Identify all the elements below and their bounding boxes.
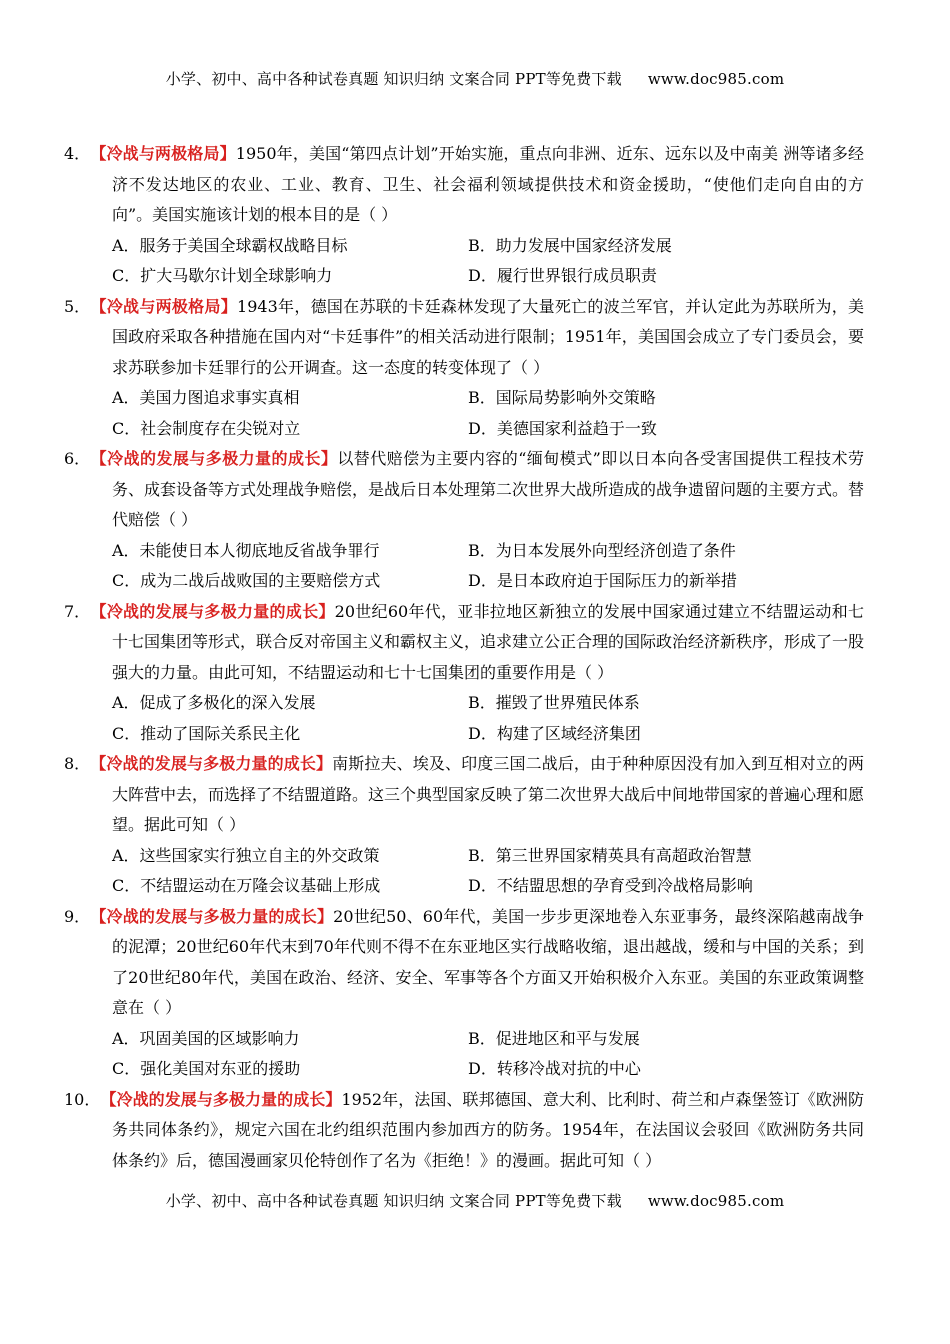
question-text: 1952年，法国、联邦德国、意大利、比利时、荷兰和卢森堡签订《欧洲防务共同体条约》，规定六国在北约组织范围内参加西方的防务。1954年，在法国议会驳回《欧洲防务共同体条约》后，德国漫画家贝伦特创作了名为《拒绝！》的漫画。据此可知（ ） [112, 1089, 864, 1170]
question-list [64, 139, 865, 1176]
header-text: 小学、初中、高中各种试卷真题 知识归纳 文案合同 PPT等免费下载 [165, 70, 622, 88]
option-list [88, 383, 864, 444]
question-stem [64, 749, 865, 841]
option-b[interactable]: B．国际局势影响外交策略 [468, 388, 656, 407]
option-c[interactable]: C．成为二战后战败国的主要赔偿方式 [112, 571, 381, 590]
topic-tag: 【冷战与两极格局】 [90, 296, 238, 316]
question-5 [64, 292, 864, 445]
option-d[interactable]: D．转移冷战对抗的中心 [468, 1059, 641, 1078]
option-c[interactable]: C．强化美国对东亚的援助 [112, 1059, 301, 1078]
option-a[interactable]: A．促成了多极化的深入发展 [112, 693, 316, 712]
question-text: 20世纪60年代，亚非拉地区新独立的发展中国家通过建立不结盟运动和七十七国集团等形式，联合反对帝国主义和霸权主义，追求建立公正合理的国际政治经济新秩序，形成了一股强大的力量。由此可知，不结盟运动和七十七国集团的重要作用是（ ） [112, 601, 865, 682]
question-number: 8． [64, 754, 91, 773]
option-a[interactable]: A．服务于美国全球霸权战略目标 [112, 235, 348, 255]
question-number: 9． [64, 906, 91, 926]
topic-tag: 【冷战的发展与多极力量的成长】 [90, 906, 334, 926]
option-b[interactable]: B．助力发展中国家经济发展 [468, 235, 672, 255]
footer-text: 小学、初中、高中各种试卷真题 知识归纳 文案合同 PPT等免费下载 [165, 1192, 622, 1210]
question-stem [64, 902, 864, 1024]
topic-tag: 【冷战的发展与多极力量的成长】 [90, 601, 335, 621]
topic-tag: 【冷战的发展与多极力量的成长】 [90, 449, 338, 468]
question-7 [64, 597, 865, 750]
question-text: 以替代赔偿为主要内容的“缅甸模式”即以日本向各受害国提供工程技术劳务、成套设备等方式处理战争赔偿，是战后日本处理第二次世界大战所造成的战争遗留问题的主要方式。替代赔偿（ ） [112, 449, 865, 529]
option-list [88, 536, 864, 597]
option-c[interactable]: C．推动了国际关系民主化 [112, 723, 301, 743]
question-stem [64, 1085, 864, 1177]
header-site-link[interactable]: www.doc985.com [647, 70, 785, 88]
option-d[interactable]: D．是日本政府迫于国际压力的新举措 [468, 571, 737, 590]
option-b[interactable]: B．为日本发展外向型经济创造了条件 [468, 540, 736, 560]
question-8 [64, 749, 865, 902]
question-text: 1950年，美国“第四点计划”开始实施，重点向非洲、近东、远东以及中南美 洲等诸多经济不发达地区的农业、工业、教育、卫生、社会福利领域提供技术和资金援助，“使他们走向自由的方向”。美国实施该计划的根本目的是（ ） [112, 144, 864, 224]
option-b[interactable]: B．第三世界国家精英具有高超政治智慧 [468, 845, 752, 865]
question-text: 南斯拉夫、埃及、印度三国二战后，由于种种原因没有加入到互相对立的两大阵营中去，而选择了不结盟道路。这三个典型国家反映了第二次世界大战后中间地带国家的普遍心理和愿望。据此可知（ ） [112, 754, 865, 834]
question-4 [64, 139, 864, 292]
question-number: 10． [64, 1089, 101, 1109]
topic-tag: 【冷战的发展与多极力量的成长】 [90, 754, 333, 773]
topic-tag: 【冷战与两极格局】 [90, 144, 236, 163]
option-a[interactable]: A．未能使日本人彻底地反省战争罪行 [112, 540, 380, 560]
option-d[interactable]: D．构建了区域经济集团 [468, 723, 641, 743]
question-number: 7． [64, 601, 91, 621]
question-9 [64, 902, 864, 1085]
question-stem [64, 444, 865, 536]
option-list [88, 841, 864, 902]
option-a[interactable]: A．这些国家实行独立自主的外交政策 [112, 845, 380, 865]
question-stem [64, 292, 864, 384]
question-stem [64, 597, 865, 689]
question-text: 20世纪50、60年代，美国一步步更深地卷入东亚事务，最终深陷越南战争的泥潭；20世纪60年代末到70年代则不得不在东亚地区实行战略收缩，退出越战，缓和与中国的关系；到了20世纪80年代，美国在政治、经济、安全、军事等各个方面又开始积极介入东亚。美国的东亚政策调整意在（ ） [112, 906, 864, 1017]
question-stem [64, 139, 864, 231]
topic-tag: 【冷战的发展与多极力量的成长】 [100, 1089, 342, 1109]
page-header [0, 68, 950, 89]
option-d[interactable]: D．履行世界银行成员职责 [468, 266, 657, 285]
question-number: 4． [64, 144, 91, 163]
option-c[interactable]: C．扩大马歇尔计划全球影响力 [112, 266, 333, 285]
option-list [88, 231, 864, 292]
option-list [88, 688, 864, 749]
option-a[interactable]: A．巩固美国的区域影响力 [112, 1028, 300, 1048]
option-c[interactable]: C．社会制度存在尖锐对立 [112, 418, 301, 438]
page-footer [0, 1190, 950, 1211]
option-d[interactable]: D．不结盟思想的孕育受到冷战格局影响 [468, 876, 753, 895]
question-6 [64, 444, 865, 597]
option-b[interactable]: B．摧毁了世界殖民体系 [468, 693, 640, 712]
question-text: 1943年，德国在苏联的卡廷森林发现了大量死亡的波兰军官，并认定此为苏联所为，美国政府采取各种措施在国内对“卡廷事件”的相关活动进行限制；1951年，美国国会成立了专门委员会，要求苏联参加卡廷罪行的公开调查。这一态度的转变体现了（ ） [112, 296, 864, 377]
footer-site-link[interactable]: www.doc985.com [647, 1192, 785, 1210]
option-list [88, 1024, 864, 1085]
question-number: 5． [64, 296, 91, 316]
option-c[interactable]: C．不结盟运动在万隆会议基础上形成 [112, 876, 381, 895]
question-number: 6． [64, 449, 91, 468]
option-a[interactable]: A．美国力图追求事实真相 [112, 388, 300, 407]
question-10 [64, 1085, 864, 1177]
option-b[interactable]: B．促进地区和平与发展 [468, 1028, 640, 1048]
option-d[interactable]: D．美德国家利益趋于一致 [468, 418, 657, 438]
